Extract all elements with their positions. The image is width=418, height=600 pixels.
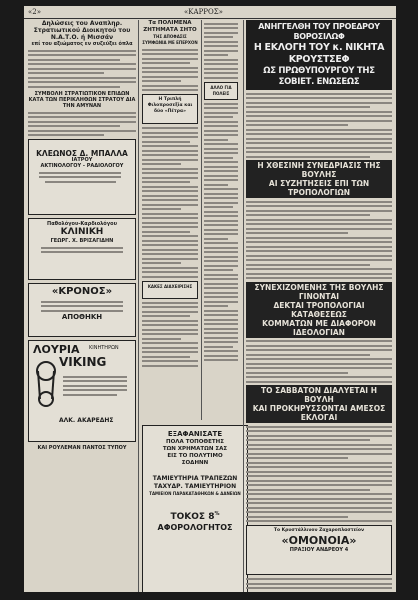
bank-ad-bank2: ΤΑΧΥΔΡ. ΤΑΜΙΕΥΤΗΡΙΟΝ: [153, 483, 237, 490]
bank-ad-line-3: ΕΙΣ ΤΟ ΠΟΛΥΤΙΜΟ: [167, 453, 223, 459]
parliament-subhead-3: ΤΟ ΣΑΒΒΑΤΟΝ ΔΙΑΛΥΕΤΑΙ Η ΒΟΥΛΗ ΚΑΙ ΠΡΟΚΗΡΥΣΣΟΝΤΑΙ ΑΜΕΣΟΣ ΕΚΛΟΓΑΙ: [246, 385, 392, 423]
newspaper-page: [24, 6, 396, 592]
lead-banner-line-1: ΑΝΗΓΓΕΛΘΗ ΤΟΥ ΠΡΟΕΔΡΟΥ ΒΟΡΟΣΙΛΩΦ: [258, 22, 380, 41]
ad4-title-b: VIKING: [59, 355, 107, 369]
col1-article2-head: ΣΥΜΒΟΛΗ ΣΤΡΑΤΙΩΤΙΚΟΝ ΕΠΙΔΩΝ ΚΑΤΑ ΤΩΝ ΠΕΡΙΚΛΗΘΩΝ ΣΤΡΑΤΟΥ ΔΙΑ ΤΗΝ ΑΜΥΝΑΝ: [28, 90, 136, 109]
ad-viking: [28, 340, 136, 442]
col2-box-management: ΚΑΚΕΣ ΔΙΑΧΕΙΡΙΣΗΣ: [142, 281, 198, 299]
ad4-name: ΑΛΚ. ΑΚΑΡΕΔΗΣ: [59, 417, 114, 424]
parliament-subhead-1: Η ΧΘΕΣΙΝΗ ΣΥΝΕΔΡΙΑΣΙΣ ΤΗΣ ΒΟΥΛΗΣ ΑΙ ΣΥΖΗΤΗΣΕΙΣ ΕΠΙ ΤΩΝ ΤΡΟΠΟΛΟΓΙΩΝ: [246, 160, 392, 198]
bank-ad-bank3: ΤΑΜΙΕΙΟΝ ΠΑΡΑΚΑΤΑΘΗΚΩΝ & ΔΑΝΕΙΩΝ: [149, 491, 241, 496]
column-2: [142, 20, 198, 369]
parliament-subhead-2: ΣΥΝΕΧΙΖΟΜΕΝΗΣ ΤΗΣ ΒΟΥΛΗΣ ΓΙΝΟΝΤΑΙ ΔΕΚΤΑΙ ΤΡΟΠΟΛΟΓΙΑΙ ΚΑΤΑΘΕΣΕΩΣ ΚΟΜΜΑΤΩΝ ΜΕ ΔΙΑΦΟΡΟΝ ΙΔΕΟΛΟΓΙΑΝ: [246, 282, 392, 338]
ad-omonoia: Το Κρυστάλλινον Ζαχαροπλαστείον «ΟΜΟΝΟΙΑ» ΠΡΑΞΙΟΥ ΑΝΔΡΕΟΥ 4: [246, 525, 392, 575]
col1-top-sub: επί του αξιώματος εν συζεύξει όπλα: [31, 41, 133, 47]
ad-doctor-ballas: [28, 139, 136, 215]
col2-sub: ΤΗΣ ΑΠΟΦΑΣΙΣ ΣΥΜΦΩΝΙΑ ΜΕ ΕΠΕΡΧΟΝ: [142, 34, 198, 45]
col2-headline: Τα ΠΟΛΙΜΕΝΑ ΖΗΤΗΜΑΤΑ ΣΗΤΟ: [143, 20, 197, 33]
bank-ad-tax: ΑΦΟΡΟΛΟΓΗΤΟΣ: [157, 523, 233, 532]
ad1-title: ΚΛΕΩΝΟΣ Δ. ΜΠΑΛΛΑ: [36, 149, 128, 158]
ad1-subtitle: ΙΑΤΡΟΥ: [71, 157, 93, 163]
paper-name: «ΚΑΡΡΟΣ»: [184, 8, 223, 16]
col2-box-petra: Η Τριπλή Φιλοπροσεξία και δύο «Πέτρα»: [142, 94, 198, 124]
col1-article-text: [28, 50, 136, 88]
ad3-title: «ΚΡΟΝΟΣ»: [51, 286, 113, 297]
column-1: [28, 20, 136, 451]
ad1-desc: ΑΚΤΙΝΟΛΟΓΟΥ - ΡΑΔΙΟΛΟΓΟΥ: [40, 163, 124, 169]
bank-ad-bank: ΤΑΜΙΕΥΤΗΡΙΑ ΤΡΑΠΕΖΩΝ: [152, 475, 238, 482]
col1-article2-text: [28, 112, 136, 137]
omonoia-title: «ΟΜΟΝΟΙΑ»: [281, 534, 357, 547]
ad3-sub: ΑΠΟΘΗΚΗ: [61, 313, 103, 321]
ad4-title-a: ΛΟΥΡΙΑ: [33, 343, 80, 356]
bank-ad-title: ΕΞΑΦΑΝΙΣΑΤΕ: [167, 430, 223, 438]
ad2-pre: Παθολόγου-Καρδιολόγου: [47, 221, 117, 227]
ad4-sub: ΚΙΝΗΤΗΡΩΝ: [89, 345, 119, 351]
bank-ad-interest: ΤΟΚΟΣ 8%: [170, 511, 220, 522]
lead-banner: [246, 20, 392, 90]
masthead: [24, 6, 396, 19]
ad4-footer: ΚΑΙ ΡΟΥΛΕΜΑΝ ΠΑΝΤΟΣ ΤΥΠΟΥ: [37, 445, 127, 451]
col1-top-headline: Δηλώσεις του Αναπληρ. Στρατιωτικού Διοικητού του Ν.Α.Τ.Ο. ή Μισσάν: [33, 20, 131, 41]
bank-ad-line-1: ΠΟΛΑ ΤΟΠΟΘΕΤΗΣ: [166, 439, 224, 445]
lead-banner-line-3: ΩΣ ΠΡΩΘΥΠΟΥΡΓΟΥ ΤΗΣ ΣΟΒΙΕΤ. ΕΝΩΣΕΩΣ: [263, 66, 375, 87]
column-4: [246, 20, 392, 592]
col3-box: ΑΛΛΟ ΓΙΑ ΠΟΛΕΙΣ: [204, 82, 238, 100]
ad2-name: ΓΕΩΡΓ. Χ. ΒΡΙΣΑΓΙΔΗΝ: [50, 238, 114, 244]
ad2-title: ΚΛΙΝΙΚΗ: [60, 227, 104, 237]
ad-savings-bank: [142, 425, 248, 592]
ad-clinic: [28, 218, 136, 280]
page-number: «2»: [28, 8, 42, 16]
ad-kronos: [28, 283, 136, 337]
bank-ad-line-4: ΣΟΔΗΝΝ: [181, 460, 209, 466]
belt-illustration-icon: [35, 359, 57, 409]
lead-banner-line-2: Η ΕΚΛΟΓΗ ΤΟΥ κ. ΝΙΚΗΤΑ ΚΡΟΥΣΤΣΕΦ: [253, 42, 385, 65]
column-3: [204, 20, 238, 364]
bank-ad-line-2: ΤΩΝ ΧΡΗΜΑΤΩΝ ΣΑΣ: [162, 446, 228, 452]
